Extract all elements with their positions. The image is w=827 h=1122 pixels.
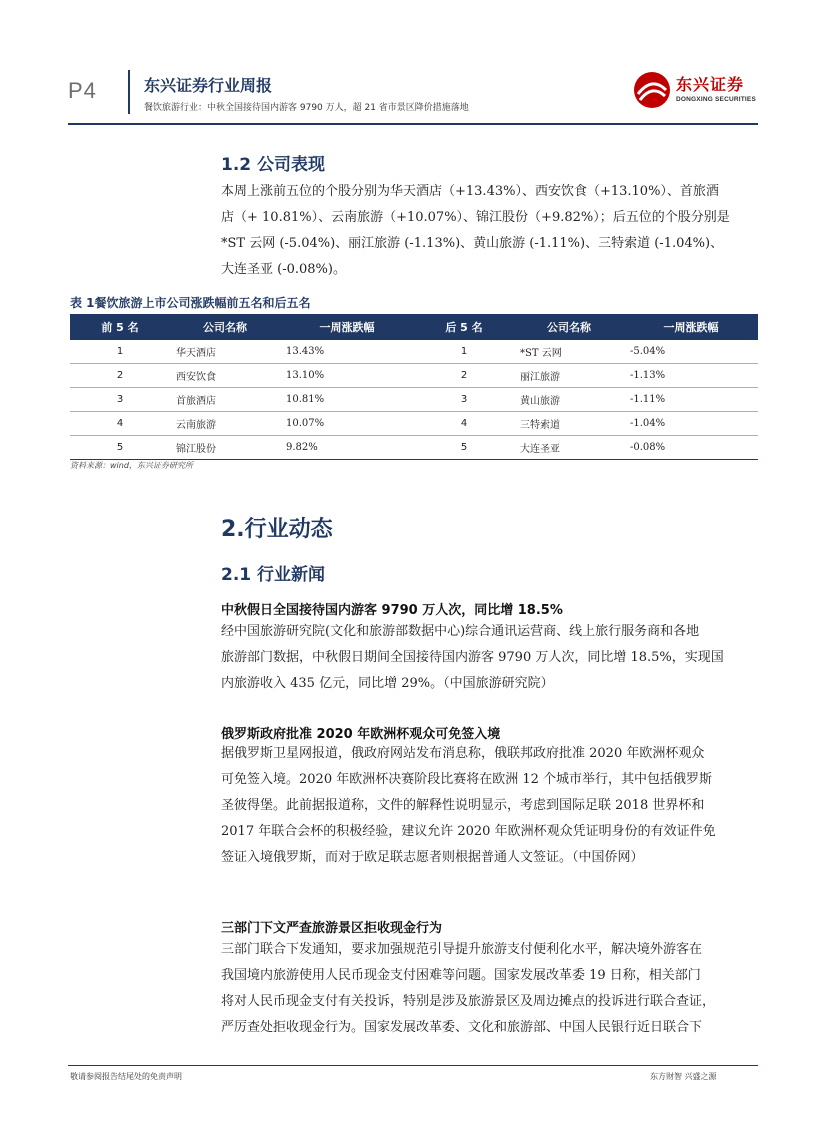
paragraph-line: 店（+ 10.81%）、云南旅游（+10.07%）、锦江股份（+9.82%）；后五位的个股分别是 [221,210,730,225]
paragraph-line: 我国境内旅游使用人民币现金支付困难等问题。国家发展改革委 19 日称，相关部门 [221,968,701,983]
table-cell: 9.82% [280,436,414,460]
table-cell: 三特索道 [514,412,624,436]
table-row [70,412,758,436]
table-cell: 13.10% [280,364,414,388]
section-heading-2: 2.行业动态 [221,517,333,542]
table-title: 表 1餐饮旅游上市公司涨跌幅前五名和后五名 [70,296,311,310]
section-heading-2-1: 2.1 行业新闻 [221,565,326,585]
table-cell: 5 [414,436,514,460]
news-body [221,937,761,1041]
footer-disclaimer: 敬请参阅报告结尾处的免责声明 [70,1072,182,1081]
table-row [70,364,758,388]
news-title: 俄罗斯政府批准 2020 年欧洲杯观众可免签入境 [221,727,501,742]
paragraph-line: 签证入境俄罗斯，而对于欧足联志愿者则根据普通人文签证。（中国侨网） [221,850,644,865]
table-header-row [70,314,758,340]
paragraph-line: 可免签入境。2020 年欧洲杯决赛阶段比赛将在欧洲 12 个城市举行，其中包括俄罗斯 [221,772,713,787]
news-title: 中秋假日全国接待国内游客 9790 万人次，同比增 18.5% [221,603,563,618]
table-cell: *ST 云网 [514,340,624,364]
paragraph-line: 将对人民币现金支付有关投诉，特别是涉及旅游景区及周边摊点的投诉进行联合查证， [221,994,716,1009]
table-row [70,340,758,364]
paragraph-line: 严厉查处拒收现金行为。国家发展改革委、文化和旅游部、中国人民银行近日联合下 [221,1020,703,1035]
table-cell: 黄山旅游 [514,388,624,412]
paragraph-line: 2017 年联合会杯的积极经验，建议允许 2020 年欧洲杯观众凭证明身份的有效证件免 [221,824,716,839]
news-body [221,619,761,697]
table-cell: 5 [70,436,170,460]
report-subtitle: 餐饮旅游行业：中秋全国接待国内游客 9790 万人，超 21 省市景区降价措施落地 [144,103,469,113]
table-cell: 首旅酒店 [170,388,280,412]
table-cell: 2 [70,364,170,388]
news-title: 三部门下文严查旅游景区拒收现金行为 [221,921,443,936]
table-cell: -1.04% [624,412,758,436]
table-row [70,388,758,412]
paragraph-line: 圣彼得堡。此前据报道称，文件的解释性说明显示，考虑到国际足联 2018 世界杯和 [221,798,705,813]
news-body [221,741,761,871]
footer-rule [68,1065,758,1066]
table-cell: 云南旅游 [170,412,280,436]
table-cell: 4 [414,412,514,436]
table-row [70,436,758,460]
table-cell: 1 [70,340,170,364]
table-cell: 华天酒店 [170,340,280,364]
table-cell: 1 [414,340,514,364]
paragraph-line: 据俄罗斯卫星网报道，俄政府网站发布消息称，俄联邦政府批准 2020 年欧洲杯观众 [221,746,705,761]
page-number: P4 [68,78,97,103]
column-header: 后 5 名 [414,314,514,340]
table-cell: 4 [70,412,170,436]
header-rule [68,123,758,125]
logo-text: 东兴证券 [676,75,745,94]
table-source: 资料来源：wind，东兴证券研究所 [70,461,193,470]
paragraph-line: 大连圣亚 (-0.08%)。 [221,262,346,277]
table-cell: 10.81% [280,388,414,412]
paragraph-line: 本周上涨前五位的个股分别为华天酒店（+13.43%）、西安饮食（+13.10%）、首旅酒 [221,184,719,199]
table-cell: -0.08% [624,436,758,460]
column-header: 公司名称 [514,314,624,340]
table-cell: 2 [414,364,514,388]
performance-table [70,314,758,460]
paragraph-line: 内旅游收入 435 亿元，同比增 29%。（中国旅游研究院） [221,676,554,691]
paragraph-line: 经中国旅游研究院(文化和旅游部数据中心)综合通讯运营商、线上旅行服务商和各地 [221,624,700,639]
table-cell: -1.13% [624,364,758,388]
column-header: 一周涨跌幅 [624,314,758,340]
paragraph-line: 三部门联合下发通知，要求加强规范引导提升旅游支付便利化水平，解决境外游客在 [221,942,703,957]
table-cell: 3 [414,388,514,412]
table-cell: 10.07% [280,412,414,436]
section-heading-1-2: 1.2 公司表现 [221,155,326,175]
column-header: 前 5 名 [70,314,170,340]
header-divider [128,70,130,114]
table-cell: -1.11% [624,388,758,412]
footer-slogan: 东方财智 兴盛之源 [650,1072,717,1081]
logo-text-en: DONGXING SECURITIES [676,96,757,103]
table-cell: 锦江股份 [170,436,280,460]
paragraph-line: *ST 云网 (-5.04%)、丽江旅游 (-1.13%)、黄山旅游 (-1.11%)、三特索道 (-1.04%)、 [221,236,724,251]
column-header: 公司名称 [170,314,280,340]
paragraph-line: 旅游部门数据，中秋假日期间全国接待国内游客 9790 万人次，同比增 18.5%，实现国 [221,650,724,665]
table-cell: 丽江旅游 [514,364,624,388]
table-cell: -5.04% [624,340,758,364]
report-title: 东兴证券行业周报 [144,76,273,95]
table-cell: 大连圣亚 [514,436,624,460]
section-1-2-body [221,179,761,283]
column-header: 一周涨跌幅 [280,314,414,340]
table-cell: 13.43% [280,340,414,364]
table-cell: 西安饮食 [170,364,280,388]
table-cell: 3 [70,388,170,412]
